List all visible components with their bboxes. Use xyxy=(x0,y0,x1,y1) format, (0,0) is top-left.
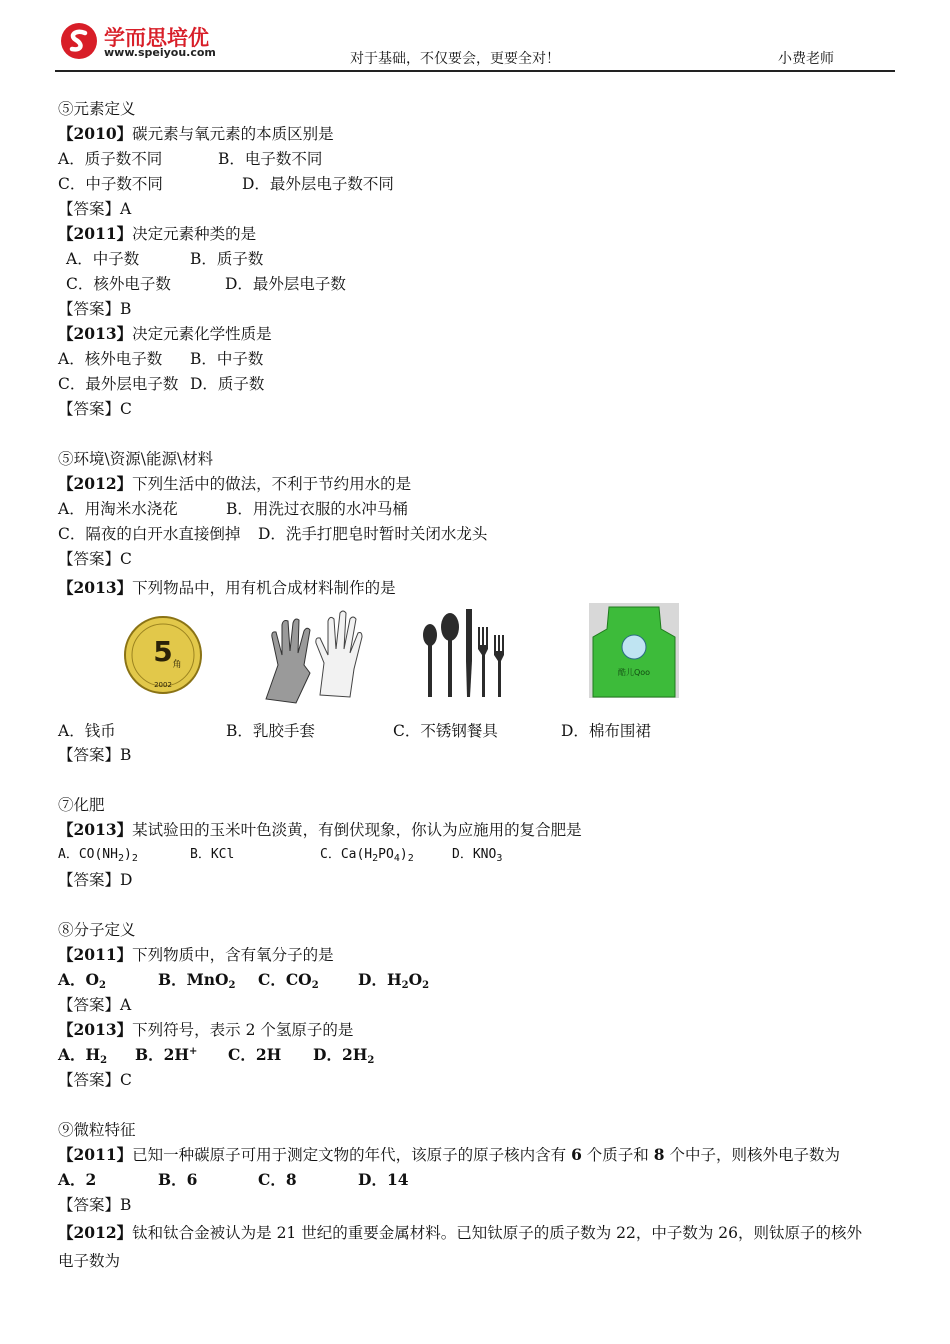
question-year: 【2011】 xyxy=(58,1145,133,1164)
question xyxy=(58,820,582,840)
option-d: D．$2H_2$ xyxy=(313,1045,375,1066)
question: 【2011】已知一种碳原子可用于测定文物的年代，该原子的原子核内含有 6 个质子和 8 个中子，则核外电子数为 xyxy=(58,1145,840,1164)
question-year: 【2013】 xyxy=(58,324,133,343)
option-d: D．14 xyxy=(358,1170,409,1189)
question xyxy=(58,578,396,598)
option-c: C．$CO_2$ xyxy=(258,970,319,991)
question xyxy=(58,224,256,244)
option-b: B．乳胶手套 xyxy=(226,722,315,740)
option-d: D．最外层电子数不同 xyxy=(242,175,394,193)
question-year: 【2013】 xyxy=(58,1020,133,1039)
logo xyxy=(60,22,220,62)
option-b: B．用洗过衣服的水冲马桶 xyxy=(226,500,408,518)
option-a: A．用淘米水浇花 xyxy=(58,500,178,518)
logo-name: 学而思培优 xyxy=(104,26,209,50)
answer: 【答案】B xyxy=(58,300,132,318)
option-b: B．KCl xyxy=(190,847,235,862)
question-year: 【2010】 xyxy=(58,124,133,143)
option-c: C．8 xyxy=(258,1170,297,1189)
option-a: A．2 xyxy=(58,1170,97,1189)
section-title: ⑧分子定义 xyxy=(58,921,136,939)
option-b: B．2H+ xyxy=(135,1045,198,1064)
coin-image xyxy=(123,615,203,695)
question-year: 【2012】 xyxy=(58,1223,133,1242)
option-b: B．质子数 xyxy=(190,250,264,268)
question-stem: 下列生活中的做法，不利于节约用水的是 xyxy=(132,475,412,493)
option-b: B．6 xyxy=(158,1170,198,1189)
option-c: C．2H xyxy=(228,1045,282,1064)
cutlery-image xyxy=(418,605,518,700)
apron-image xyxy=(589,603,679,698)
question-stem: 下列物品中，用有机合成材料制作的是 xyxy=(132,579,396,597)
question-year: 【2013】 xyxy=(58,820,133,839)
option-a: A．$O_2$ xyxy=(58,970,106,991)
question xyxy=(58,474,411,494)
answer: 【答案】A xyxy=(58,200,132,218)
answer: 【答案】C xyxy=(58,400,132,418)
answer: 【答案】B xyxy=(58,1196,132,1214)
option-c: C．最外层电子数 xyxy=(58,375,179,393)
coin-value: 5 xyxy=(153,635,173,668)
question xyxy=(58,1020,353,1040)
header-teacher: 小费老师 xyxy=(778,51,834,67)
question-stem-continued: 电子数为 xyxy=(58,1252,121,1270)
question-stem: 某试验田的玉米叶色淡黄，有倒伏现象，你认为应施用的复合肥是 xyxy=(132,821,582,839)
option-b: B．MnO$_2$ xyxy=(158,970,236,991)
question-year: 【2012】 xyxy=(58,474,133,493)
option-c: C．核外电子数 xyxy=(66,275,171,293)
option-c: C．不锈钢餐具 xyxy=(393,722,498,740)
option-c: C．$Ca(H_2PO_4)_2$ xyxy=(320,847,414,864)
logo-url: www.speiyou.com xyxy=(104,46,216,59)
question-stem: 碳元素与氧元素的本质区别是 xyxy=(132,125,334,143)
option-a: A．核外电子数 xyxy=(58,350,163,368)
question xyxy=(58,324,272,344)
question-stem: 下列物质中，含有氧分子的是 xyxy=(132,946,334,964)
answer: 【答案】C xyxy=(58,550,132,568)
option-d: D．棉布围裙 xyxy=(561,722,651,740)
gloves-image xyxy=(258,607,368,707)
option-a: A．钱币 xyxy=(58,722,116,740)
question-stem: 下列符号，表示 2 个氢原子的是 xyxy=(132,1021,354,1039)
question-year: 【2011】 xyxy=(58,224,133,243)
coin-year: 2002 xyxy=(154,681,172,689)
answer: 【答案】C xyxy=(58,1071,132,1089)
option-c: C．隔夜的白开水直接倒掉 xyxy=(58,525,241,543)
question xyxy=(58,945,334,965)
option-b: B．中子数 xyxy=(190,350,264,368)
option-a: A．$H_2$ xyxy=(58,1045,108,1066)
section-title: ⑦化肥 xyxy=(58,796,105,814)
section-title: ⑨微粒特征 xyxy=(58,1121,136,1139)
header-slogan: 对于基础，不仅要会，更要全对！ xyxy=(350,51,560,67)
option-a: A．$CO(NH_2)_2$ xyxy=(58,847,138,864)
option-a: A．质子数不同 xyxy=(58,150,163,168)
section-title: ⑤环境\资源\能源\材料 xyxy=(58,450,214,468)
header-divider xyxy=(55,70,895,72)
question-stem: 决定元素种类的是 xyxy=(132,225,257,243)
question-year: 【2011】 xyxy=(58,945,133,964)
option-a: A．中子数 xyxy=(66,250,140,268)
answer: 【答案】B xyxy=(58,746,132,764)
logo-icon xyxy=(60,22,98,60)
section-title: ⑤元素定义 xyxy=(58,100,136,118)
question xyxy=(58,1223,862,1243)
question-stem: 决定元素化学性质是 xyxy=(132,325,272,343)
option-d: D．$H_2O_2$ xyxy=(358,970,430,991)
option-d: D．洗手打肥皂时暂时关闭水龙头 xyxy=(258,525,488,543)
question xyxy=(58,124,334,144)
option-d: D．$KNO_3$ xyxy=(452,847,503,864)
answer: 【答案】A xyxy=(58,996,132,1014)
question-stem: 钛和钛合金被认为是 21 世纪的重要金属材料。已知钛原子的质子数为 22，中子数为 26，则钛原子的核外 xyxy=(132,1224,863,1242)
coin-unit: 角 xyxy=(172,660,182,670)
question-year: 【2013】 xyxy=(58,578,133,597)
option-c: C．中子数不同 xyxy=(58,175,163,193)
answer: 【答案】D xyxy=(58,871,133,889)
apron-text: 酷儿Qoo xyxy=(617,668,651,677)
option-b: B．电子数不同 xyxy=(218,150,323,168)
option-d: D．最外层电子数 xyxy=(225,275,346,293)
option-d: D．质子数 xyxy=(190,375,265,393)
